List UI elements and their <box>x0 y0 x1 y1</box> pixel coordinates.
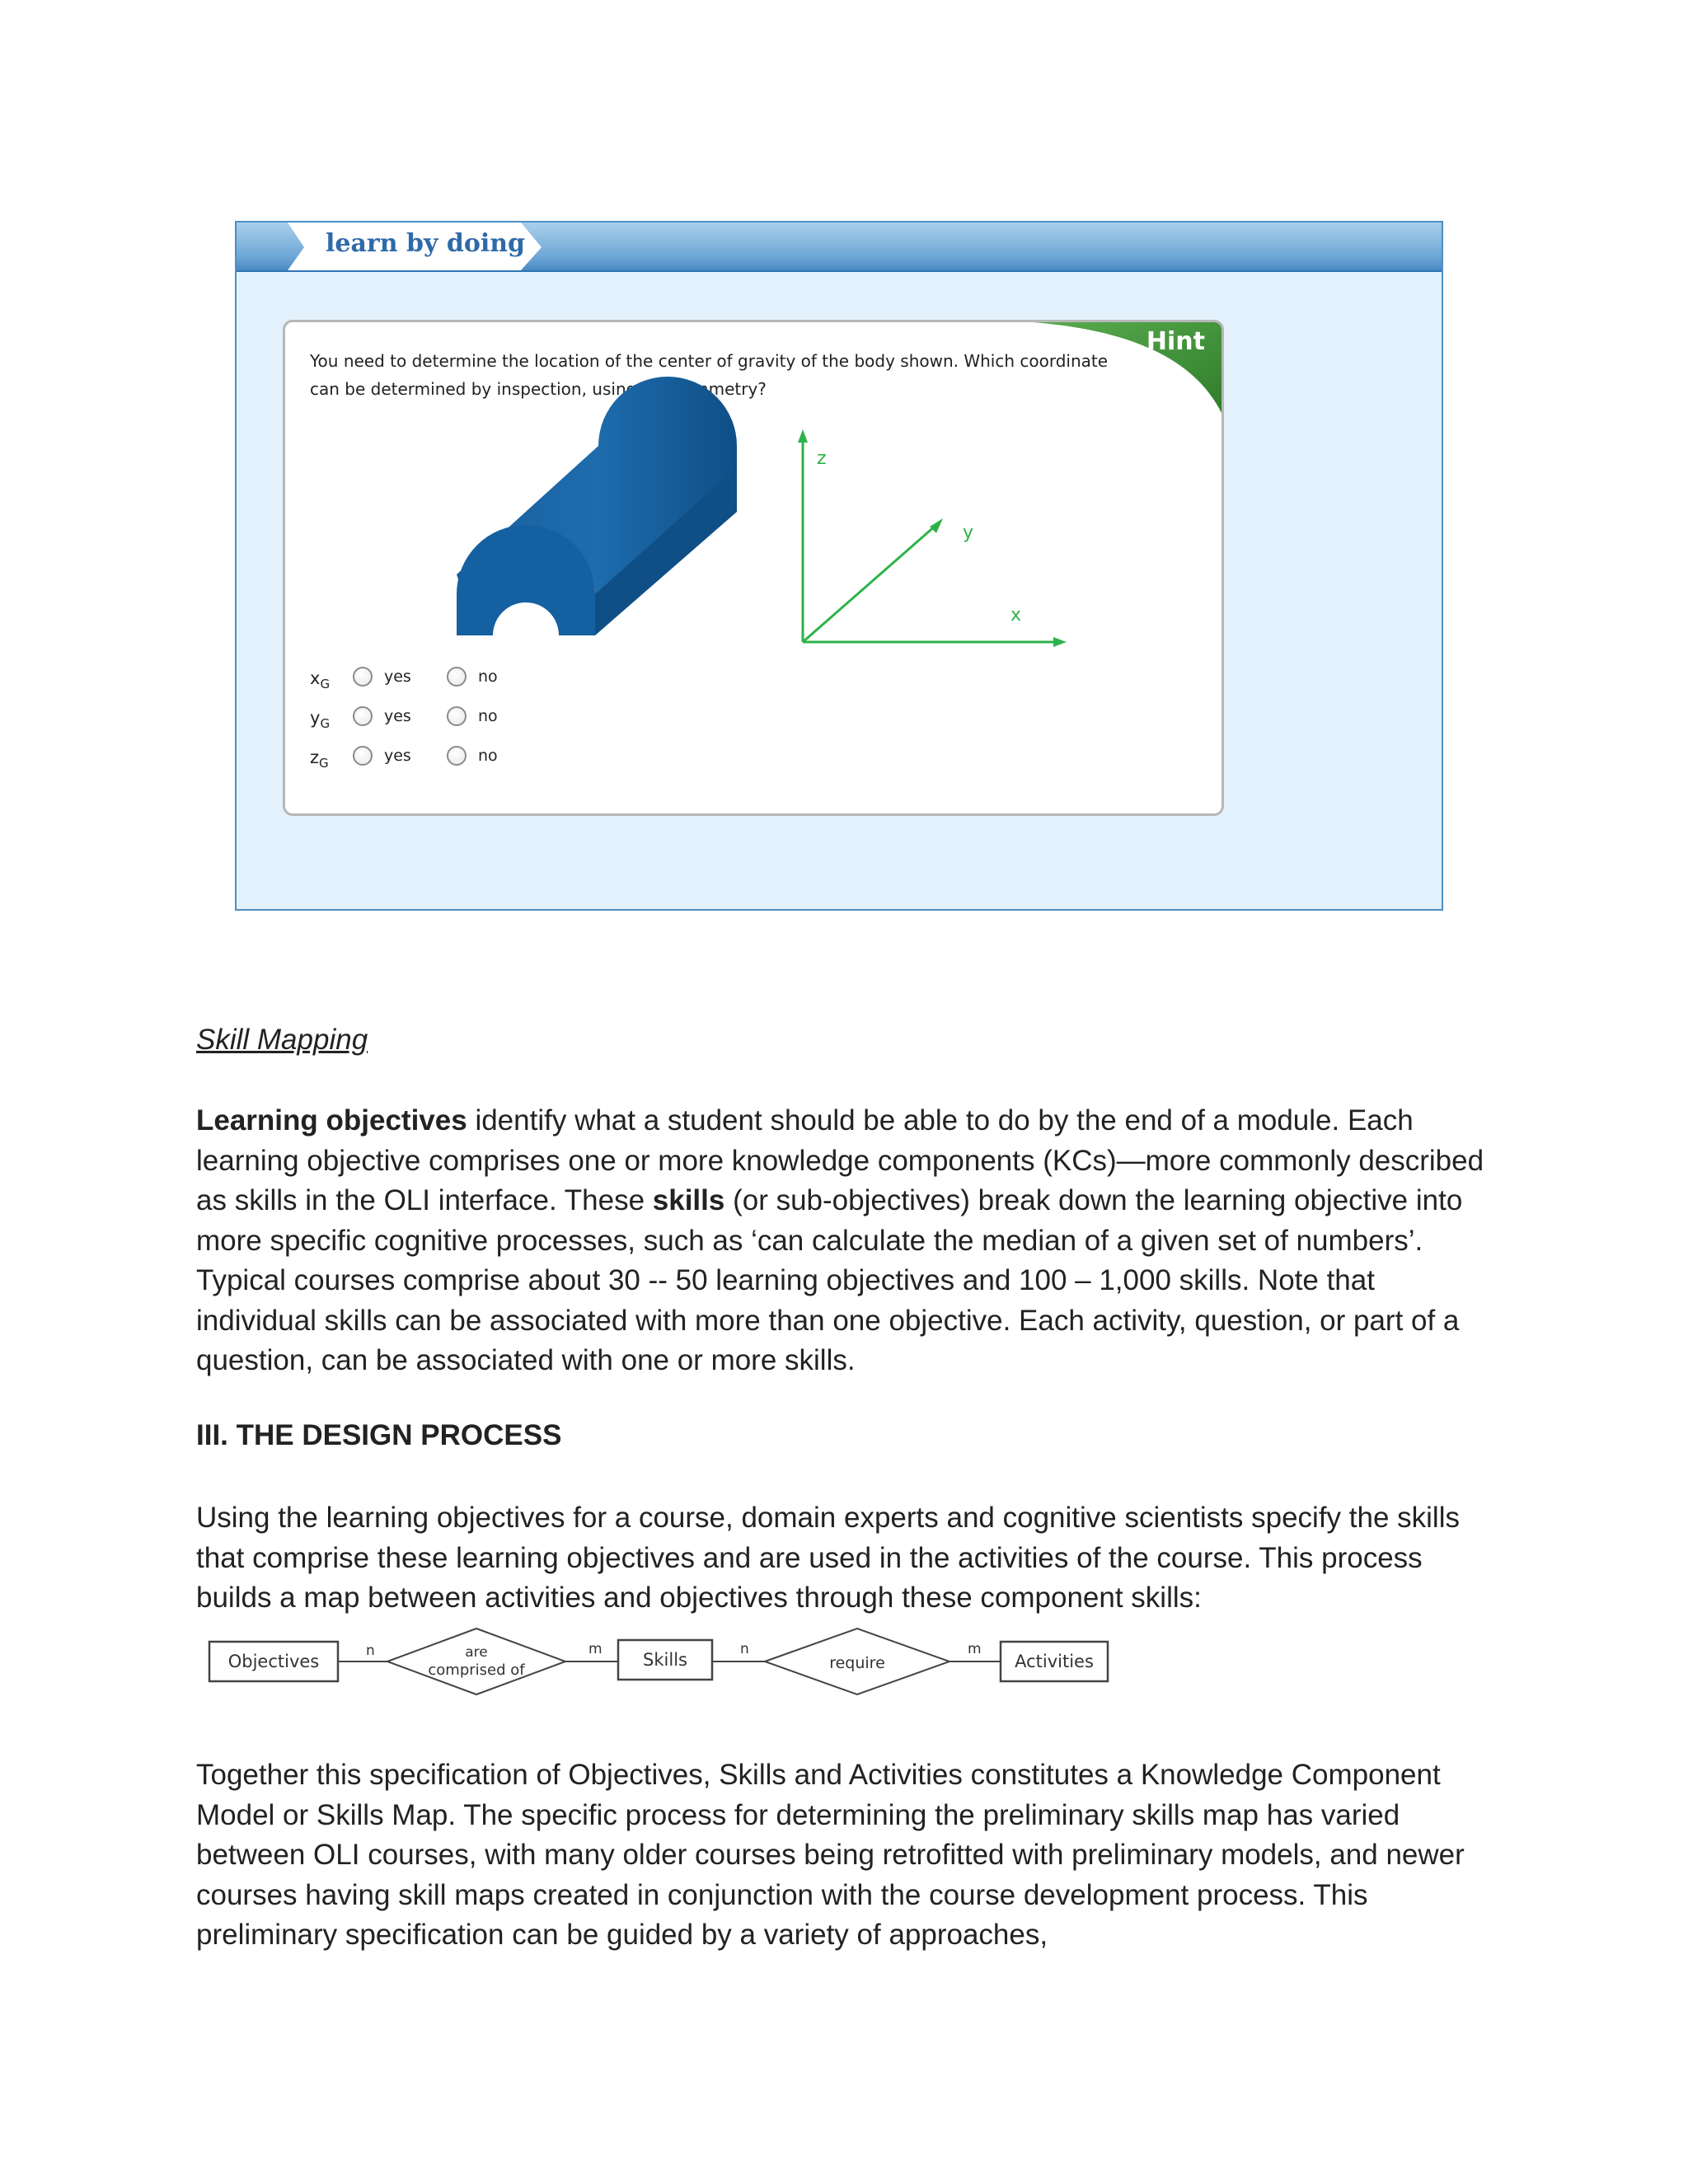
cardinality-1: n <box>366 1643 375 1659</box>
zg-yes-label[interactable]: yes <box>384 747 411 765</box>
learn-by-doing-widget <box>235 221 1443 911</box>
entity-activities: Activities <box>1015 1652 1094 1671</box>
relationship-2: require <box>829 1654 885 1672</box>
yg-no-label[interactable]: no <box>478 707 498 725</box>
coordinate-axes <box>798 429 1067 647</box>
relationship-1-line2: comprised of <box>428 1661 525 1679</box>
option-variable: $x_G$ <box>310 668 331 692</box>
widget-title-tab <box>237 223 542 272</box>
entity-skills: Skills <box>643 1650 687 1670</box>
cardinality-3: n <box>740 1641 749 1657</box>
question-card <box>283 320 1224 816</box>
xg-no-label[interactable]: no <box>478 668 498 686</box>
xg-yes-radio[interactable] <box>353 667 373 687</box>
xg-yes-label[interactable]: yes <box>384 668 411 686</box>
design-process-heading: III. THE DESIGN PROCESS <box>196 1419 562 1451</box>
entity-objectives: Objectives <box>227 1652 320 1671</box>
zg-yes-radio[interactable] <box>353 746 373 766</box>
xg-no-radio[interactable] <box>447 667 467 687</box>
yg-yes-label[interactable]: yes <box>384 707 411 725</box>
question-text: You need to determine the location of the center of gravity of the body shown. Which coordinate can be determined by inspection, using the symmetry? <box>310 351 1109 399</box>
problem-figure <box>285 322 1224 652</box>
skill-mapping-heading: Skill Mapping <box>196 1024 368 1056</box>
cardinality-2: m <box>588 1641 603 1657</box>
widget-title: learn by doing <box>326 229 526 258</box>
cardinality-4: m <box>968 1641 982 1657</box>
zg-no-label[interactable]: no <box>478 747 498 765</box>
half-tube-solid <box>457 377 737 635</box>
er-diagram <box>196 1625 1119 1724</box>
option-variable: $y_G$ <box>310 708 331 732</box>
axis-label-y: y <box>963 523 974 543</box>
option-variable: $z_G$ <box>310 748 329 771</box>
zg-no-radio[interactable] <box>447 746 467 766</box>
paragraph-learning-objectives: Learning objectives identify what a student should be able to do by the end of a module. Each learning objective comprises one or more knowledge components (KCs)—more commonly described as skills in the OLI interface. These skills (or sub-objectives) break down the learning objective into more specific cognitive processes, such as ‘can calculate the median of a given set of numbers’. Typical courses comprise about 30 -- 50 learning objectives and 100 – 1,000 skills. Note that individual skills can be associated with more than one objective. Each activity, question, or part of a question, can be associated with one or more skills. <box>196 1104 1484 1376</box>
paragraph-skills-map: Together this specification of Objectives, Skills and Activities constitutes a Knowledge Component Model or Skills Map. The specific process for determining the preliminary skills map has varied between OLI courses, with many older courses being retrofitted with preliminary models, and newer courses having skill maps created in conjunction with the course development process. This preliminary specification can be guided by a variety of approaches, <box>196 1759 1465 1951</box>
paragraph-design-process: Using the learning objectives for a course, domain experts and cognitive scientists specify the skills that comprise these learning objectives and are used in the activities of the course. This process builds a map between activities and objectives through these component skills: <box>196 1502 1460 1614</box>
yg-yes-radio[interactable] <box>353 706 373 726</box>
axis-label-z: z <box>817 448 827 469</box>
axis-label-x: x <box>1010 605 1022 626</box>
hint-label[interactable]: Hint <box>1146 327 1205 356</box>
widget-header <box>237 223 1442 272</box>
relationship-1-line1: are <box>465 1644 488 1661</box>
yg-no-radio[interactable] <box>447 706 467 726</box>
